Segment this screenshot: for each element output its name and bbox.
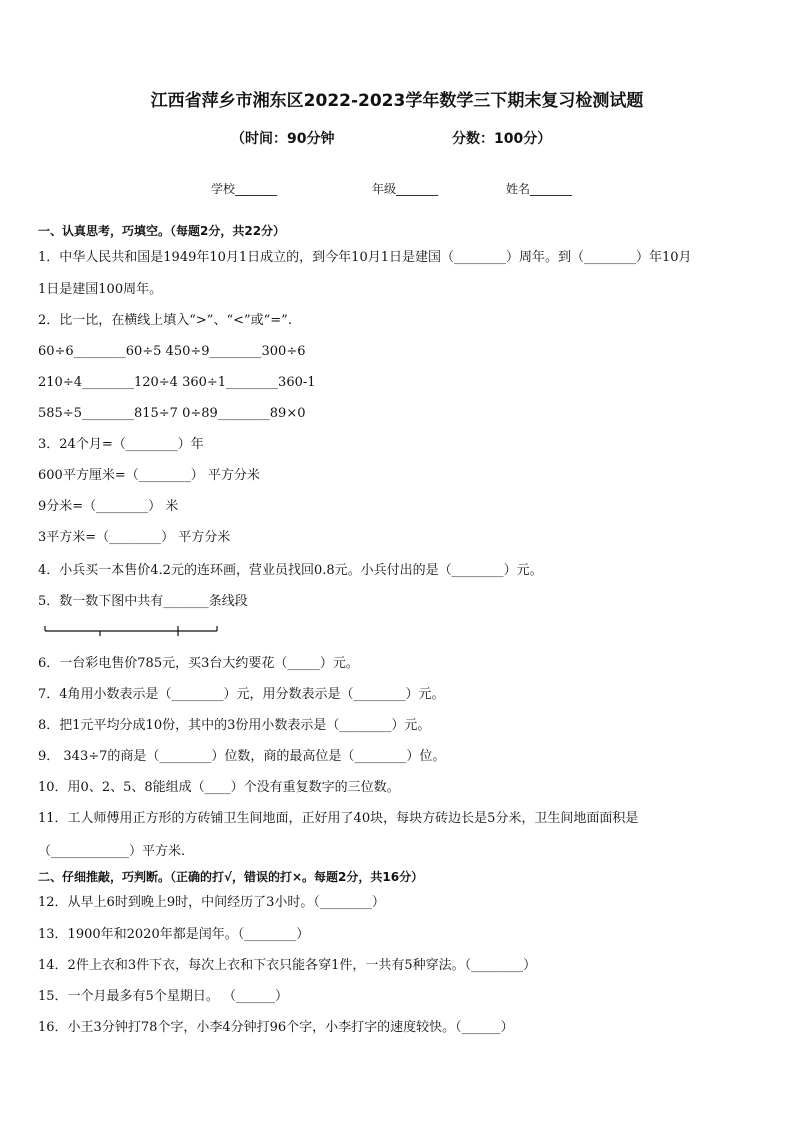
question-11-line-2: （____________）平方米. <box>38 844 186 859</box>
exam-meta <box>0 128 794 152</box>
exam-score: 分数：100分） <box>452 131 552 147</box>
question-13: 13．1900年和2020年都是闰年。（________） <box>38 927 310 942</box>
question-3-line-2: 600平方厘米=（________） 平方分米 <box>38 468 260 483</box>
section-heading-fill-blank: 一、认真思考，巧填空。（每题2分，共22分） <box>38 224 286 238</box>
question-16: 16．小王3分钟打78个字，小李4分钟打96个字，小李打字的速度较快。（______） <box>38 1020 514 1035</box>
question-3-line-3: 9分米=（________） 米 <box>38 499 179 514</box>
school-field: 学校_______ <box>211 182 278 196</box>
question-1-line-1: 1．中华人民共和国是1949年10月1日成立的，到今年10月1日是建国（________）周年。到（________）年10月 <box>38 250 692 265</box>
question-14: 14．2件上衣和3件下衣，每次上衣和下衣只能各穿1件，一共有5种穿法。（________） <box>38 958 537 973</box>
grade-field: 年级_______ <box>372 182 439 196</box>
question-5: 5．数一数下图中共有_______条线段 <box>38 594 248 609</box>
question-12: 12．从早上6时到晚上9时，中间经历了3小时。（________） <box>38 895 385 910</box>
question-3-line-4: 3平方米=（________） 平方分米 <box>38 530 231 545</box>
question-1-line-2: 1日是建国100周年。 <box>38 282 163 297</box>
question-15: 15．一个月最多有5个星期日。 （______） <box>38 989 288 1004</box>
question-7: 7．4角用小数表示是（________）元，用分数表示是（________）元。 <box>38 687 445 702</box>
question-9: 9． 343÷7的商是（________）位数，商的最高位是（________）位。 <box>38 749 446 764</box>
question-2-row-1: 60÷6________60÷5 450÷9________300÷6 <box>38 344 306 359</box>
question-2-row-2: 210÷4________120÷4 360÷1________360-1 <box>38 375 316 390</box>
question-6: 6．一台彩电售价785元，买3台大约要花（_____）元。 <box>38 656 359 671</box>
line-segment-figure <box>44 625 219 637</box>
question-11-line-1: 11．工人师傅用正方形的方砖铺卫生间地面，正好用了40块，每块方砖边长是5分米，卫生间地面面积是 <box>38 811 639 826</box>
section-heading-judge: 二、仔细推敲，巧判断。（正确的打√，错误的打×。每题2分，共16分） <box>38 870 424 884</box>
question-8: 8．把1元平均分成10份，其中的3份用小数表示是（________）元。 <box>38 718 431 733</box>
question-2-row-3: 585÷5________815÷7 0÷89________89×0 <box>38 406 306 421</box>
student-info <box>0 180 794 204</box>
question-4: 4．小兵买一本售价4.2元的连环画，营业员找回0.8元。小兵付出的是（________）元。 <box>38 563 543 578</box>
exam-time: （时间：90分钟 <box>231 131 335 147</box>
question-10: 10．用0、2、5、8能组成（____）个没有重复数字的三位数。 <box>38 780 400 795</box>
page-title: 江西省萍乡市湘东区2022-2023学年数学三下期末复习检测试题 <box>150 91 644 111</box>
name-field: 姓名_______ <box>506 182 573 196</box>
question-3-line-1: 3．24个月=（________）年 <box>38 437 204 452</box>
question-2-prompt: 2．比一比，在横线上填入“>”、“<”或“=”. <box>38 313 292 328</box>
